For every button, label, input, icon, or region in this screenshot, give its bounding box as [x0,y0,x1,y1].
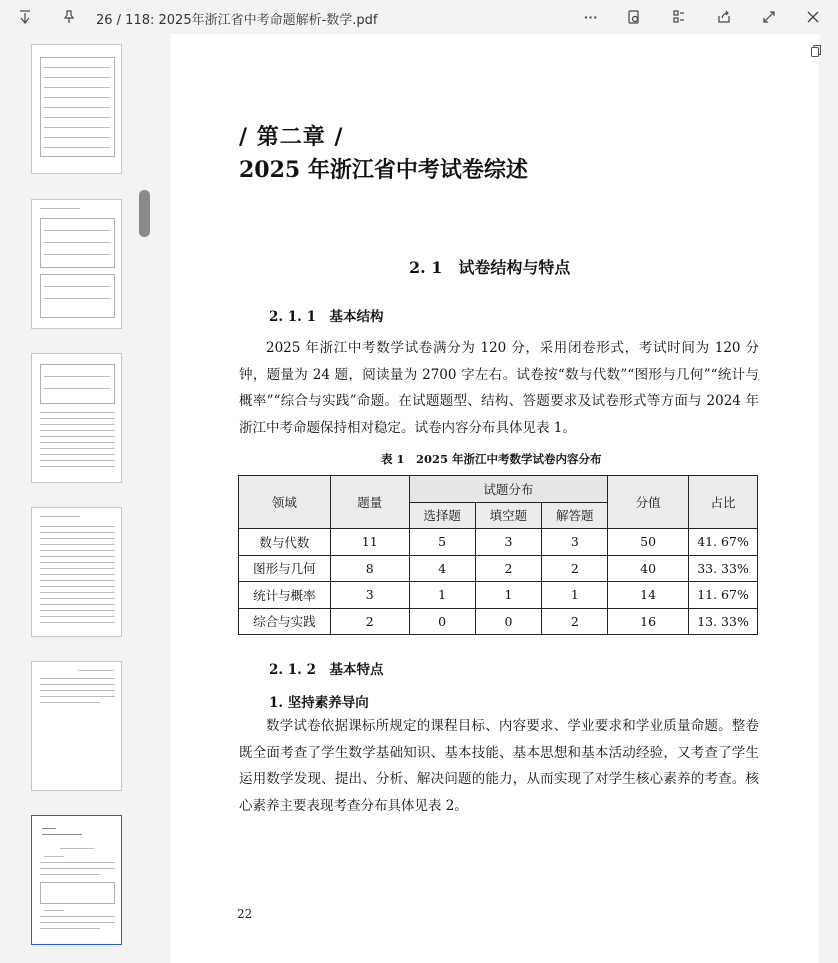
cell-score: 40 [608,555,689,582]
cell-choice: 0 [409,608,475,635]
pdf-page [171,34,819,963]
cell-answer: 3 [542,529,608,556]
cell-score: 16 [608,608,689,635]
table-row [239,555,758,582]
title-bar [0,0,838,34]
header-ratio: 占比 [689,476,758,529]
cell-count: 3 [330,582,409,609]
cell-domain: 综合与实践 [239,608,331,635]
table-row [239,582,758,609]
cell-ratio: 11. 67% [689,582,758,609]
cell-fill: 0 [475,608,542,635]
subsection-title: 2. 1. 1 基本结构 [269,309,384,325]
chapter-title: 2025 年浙江省中考试卷综述 [239,157,528,183]
page-number: 22 [237,907,253,921]
point-title: 1. 坚持素养导向 [269,695,369,711]
cell-domain: 数与代数 [239,529,331,556]
header-count: 题量 [330,476,409,529]
header-score: 分值 [608,476,689,529]
cell-count: 8 [330,555,409,582]
page-thumbnail-current[interactable] [31,815,122,945]
cell-answer: 1 [542,582,608,609]
page-thumbnail[interactable] [31,507,122,637]
header-fill: 填空题 [475,502,542,529]
maximize-icon[interactable] [756,5,782,29]
sidebar-scrollbar[interactable] [139,190,150,237]
chapter-label: / 第二章 / [239,124,344,150]
cell-answer: 2 [542,608,608,635]
table-row [239,608,758,635]
cell-score: 14 [608,582,689,609]
page-thumbnail[interactable] [31,661,122,791]
cell-count: 11 [330,529,409,556]
cell-fill: 2 [475,555,542,582]
cell-choice: 1 [409,582,475,609]
cell-ratio: 13. 33% [689,608,758,635]
more-options-button[interactable]: ··· [584,9,598,25]
content-distribution-table [238,475,758,635]
thumbnail-sidebar [0,34,158,963]
table-row [239,529,758,556]
page-thumbnail[interactable] [31,199,122,329]
page-thumbnail[interactable] [31,44,122,174]
copy-icon[interactable] [810,44,822,58]
table-caption: 表 1 2025 年浙江中考数学试卷内容分布 [381,452,602,466]
cell-count: 2 [330,608,409,635]
paragraph: 数学试卷依据课标所规定的课程目标、内容要求、学业要求和学业质量命题。整卷既全面考查了学生数学基础知识、基本技能、基本思想和基本活动经验，又考查了学生运用数学发现、提出、分析、解决问题的能力，从而实现了对学生核心素养的考查。核心素养主要表现考查分布具体见表 2。 [239,718,759,814]
cell-choice: 4 [409,555,475,582]
section-title: 2. 1 试卷结构与特点 [409,258,571,277]
page-thumbnail[interactable] [31,353,122,483]
cell-ratio: 33. 33% [689,555,758,582]
cell-score: 50 [608,529,689,556]
collapse-icon[interactable] [12,5,38,29]
sidebar-toggle-icon[interactable] [666,5,692,29]
share-icon[interactable] [711,5,737,29]
cell-answer: 2 [542,555,608,582]
cell-fill: 3 [475,529,542,556]
cell-fill: 1 [475,582,542,609]
header-choice: 选择题 [409,502,475,529]
cell-choice: 5 [409,529,475,556]
header-domain: 领域 [239,476,331,529]
read-aloud-icon[interactable] [621,5,647,29]
cell-domain: 图形与几何 [239,555,331,582]
paragraph: 2025 年浙江中考数学试卷满分为 120 分，采用闭卷形式，考试时间为 120 分钟，题量为 24 题，阅读量为 2700 字左右。试卷按“数与代数”“图形与几何”“统计与概率”“综合与实践”命题。在试题题型、结构、答题要求及试卷形式等方面与 2024 年浙江中考命题保持相对稳定。试卷内容分布具体见表 1。 [239,340,759,436]
cell-domain: 统计与概率 [239,582,331,609]
window-title: 26 / 118: 2025年浙江省中考命题解析-数学.pdf [96,13,378,28]
header-answer: 解答题 [542,502,608,529]
close-icon[interactable] [800,5,826,29]
subsection-title: 2. 1. 2 基本特点 [269,662,384,678]
header-distribution: 试题分布 [409,476,608,503]
cell-ratio: 41. 67% [689,529,758,556]
table-header-row [239,476,758,503]
pin-icon[interactable] [56,5,82,29]
